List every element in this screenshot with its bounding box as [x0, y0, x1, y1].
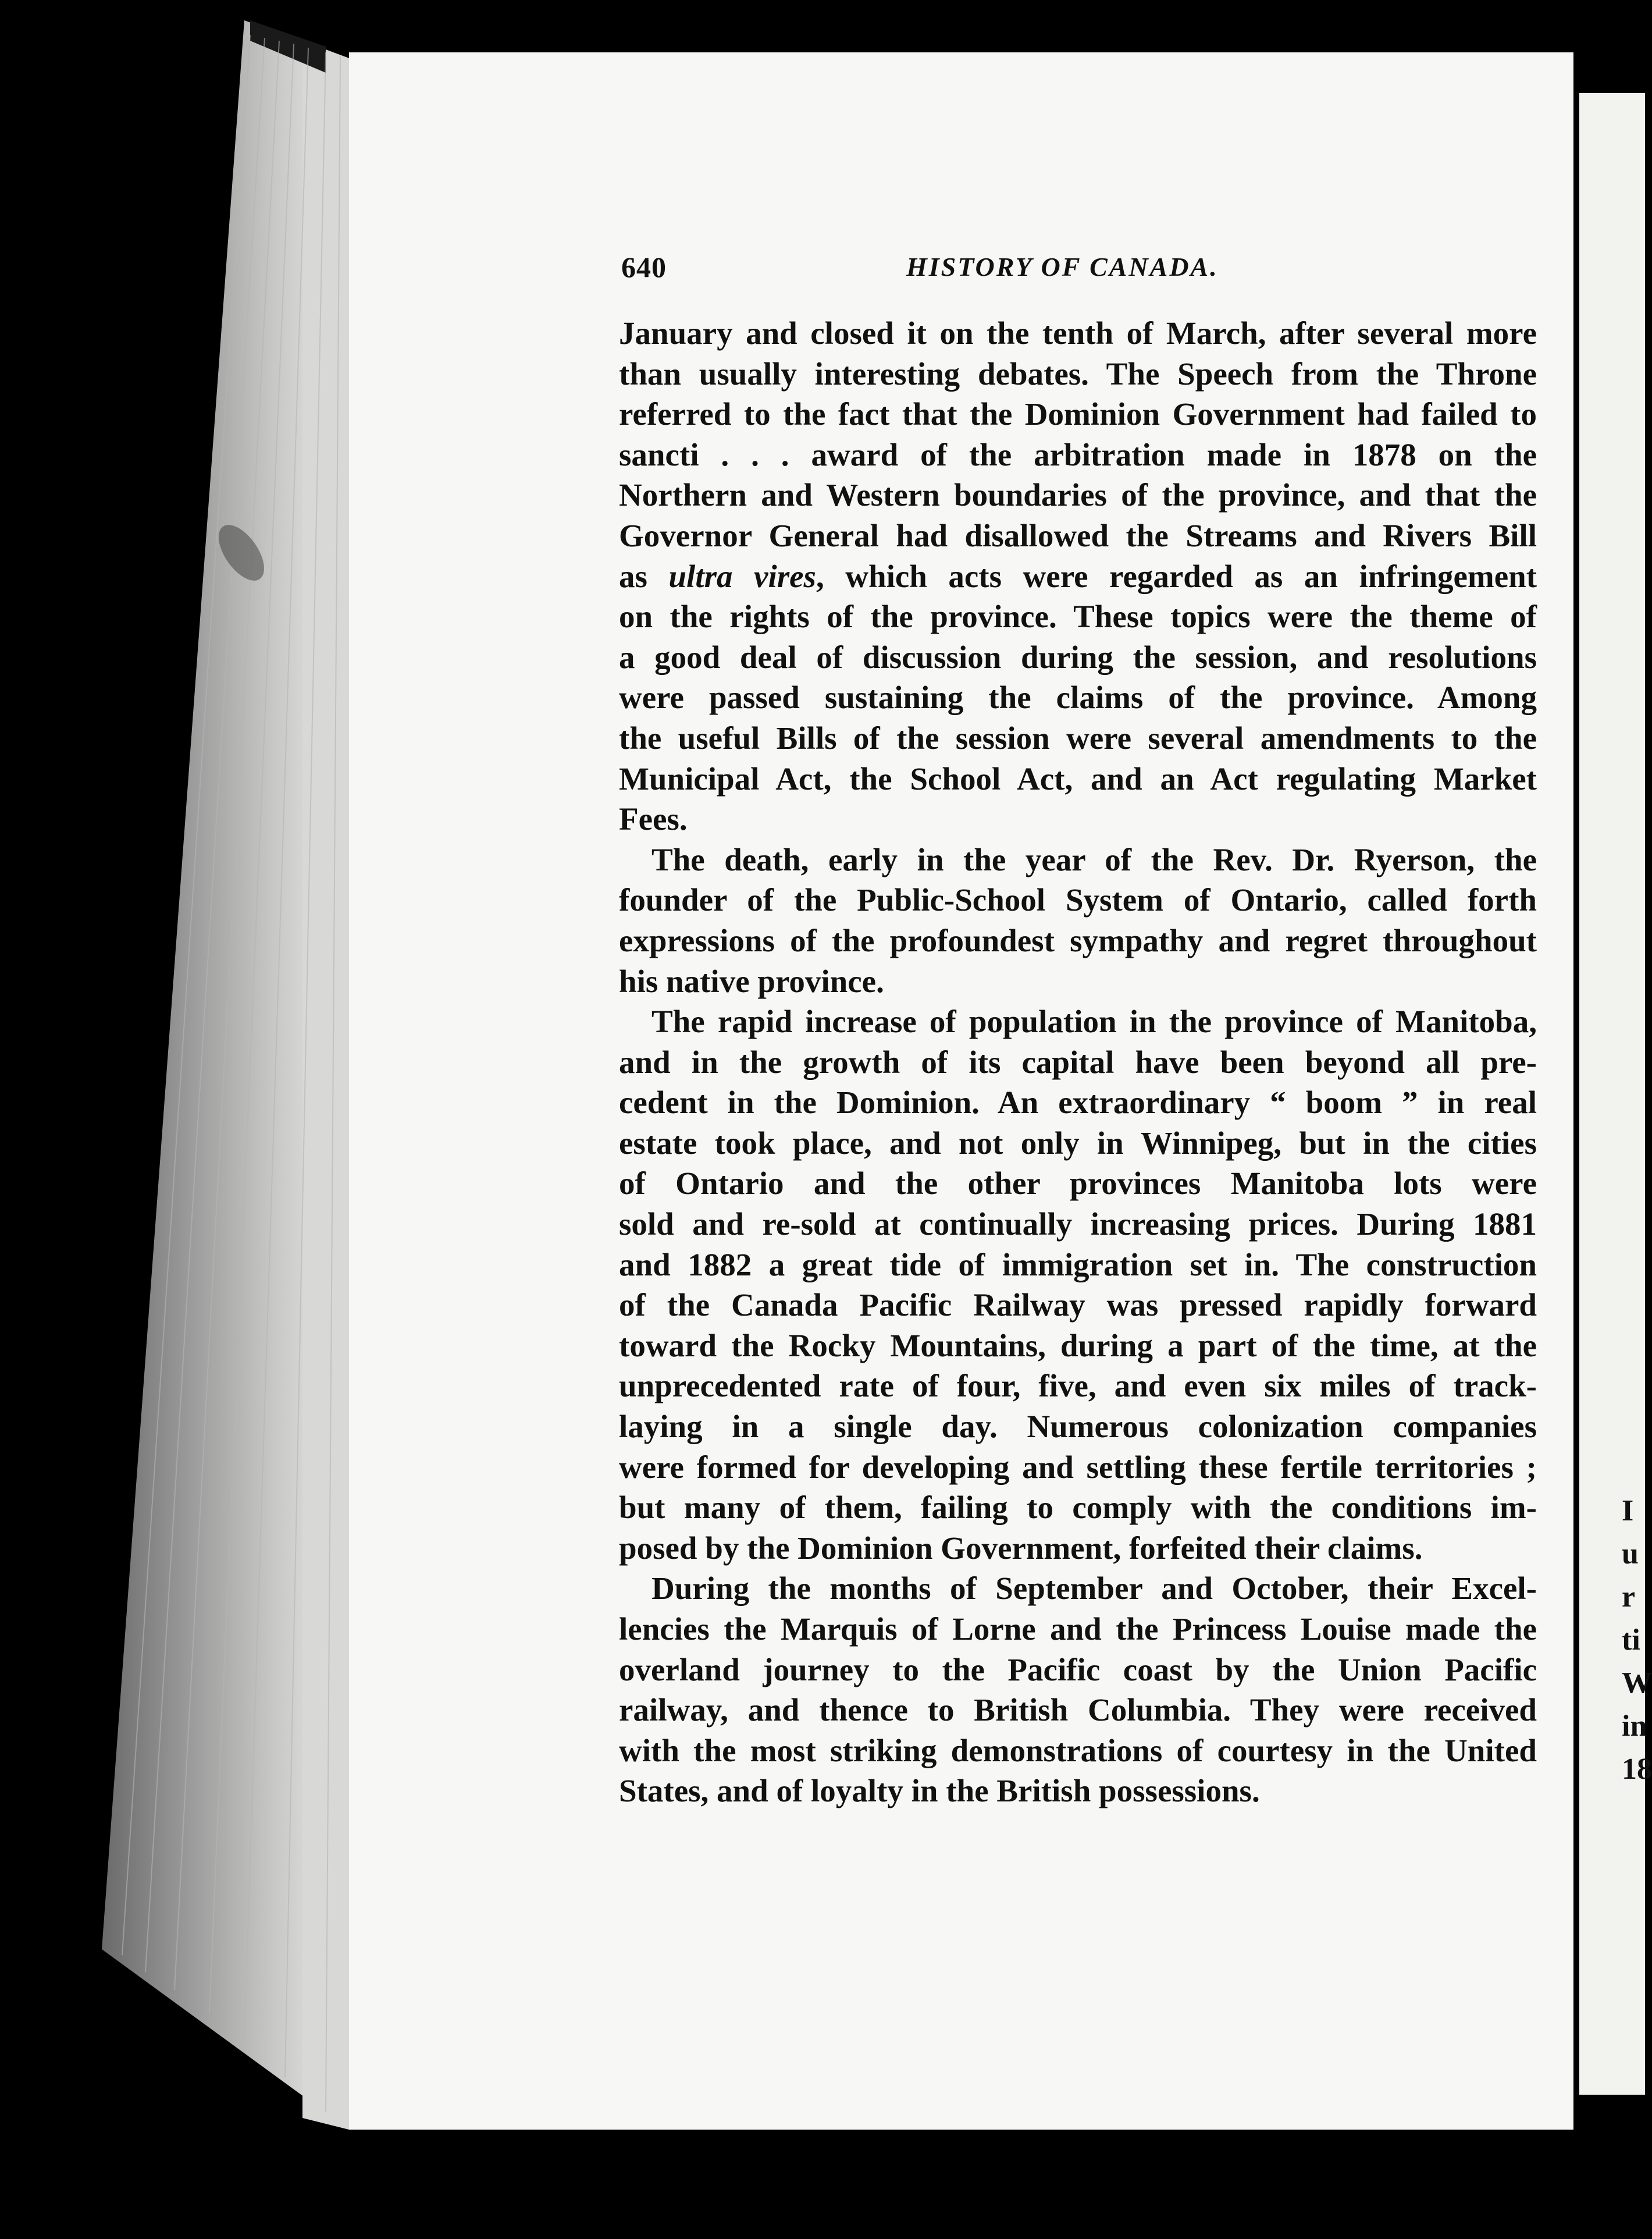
text-line: of Ontario and the other provinces Manitoba lots were — [619, 1165, 1537, 1202]
text-line: his native province. — [619, 963, 884, 999]
text-line: expressions of the profoundest sympathy and regret throughout — [619, 922, 1537, 958]
text-line: and in the growth of its capital have been beyond all pre- — [619, 1044, 1537, 1080]
text-line: estate took place, and not only in Winnipeg, but in the cities — [619, 1125, 1537, 1161]
text-line: During the months of September and October, their Excel- — [651, 1570, 1537, 1607]
text-line: Municipal Act, the School Act, and an Act regulating Market — [619, 760, 1537, 797]
running-title: HISTORY OF CANADA. — [906, 252, 1219, 282]
text-line: railway, and thence to British Columbia. They were received — [619, 1692, 1537, 1728]
text-line: sancti . . . award of the arbitration made in 1878 on the — [619, 436, 1537, 472]
text-line: laying in a single day. Numerous colonization companies — [619, 1409, 1537, 1445]
running-head — [621, 250, 1511, 291]
text-line: cedent in the Dominion. An extraordinary “ boom ” in real — [619, 1085, 1537, 1121]
text-line: overland journey to the Pacific coast by the Union Pacific — [619, 1651, 1537, 1687]
next-page-fragment: in — [1622, 1710, 1647, 1743]
text-line: Fees. — [619, 801, 688, 837]
text-line: than usually interesting debates. The Speech from the Throne — [619, 356, 1537, 392]
text-line: Governor General had disallowed the Streams and Rivers Bill — [619, 517, 1537, 553]
text-line: The rapid increase of population in the province of Manitoba, — [651, 1004, 1537, 1040]
page-number: 640 — [621, 251, 667, 283]
text-line: as ultra vires, which acts were regarded as an infringement — [619, 558, 1537, 594]
paragraph — [619, 1001, 1537, 1568]
text-line: The death, early in the year of the Rev. Dr. Ryerson, the — [651, 841, 1537, 877]
text-line: founder of the Public-School System of Ontario, called forth — [619, 882, 1537, 918]
text-line: sold and re-sold at continually increasing prices. During 1881 — [619, 1206, 1537, 1242]
text-line: lencies the Marquis of Lorne and the Princess Louise made the — [619, 1611, 1537, 1647]
text-line: States, and of loyalty in the British possessions. — [619, 1773, 1260, 1809]
next-page-fragment: W — [1622, 1666, 1652, 1700]
next-page-fragment: 18 — [1622, 1753, 1652, 1786]
text-line: were formed for developing and settling these fertile territories ; — [619, 1449, 1537, 1485]
next-page-fragment: I — [1622, 1494, 1634, 1527]
text-line: on the rights of the province. These topics were the theme of — [619, 599, 1537, 635]
paragraph — [619, 313, 1537, 840]
text-line: posed by the Dominion Government, forfeited their claims. — [619, 1530, 1423, 1566]
next-page-text-fragments — [1622, 1490, 1652, 1791]
text-line: were passed sustaining the claims of the province. Among — [619, 680, 1537, 716]
next-page-fragment: u — [1622, 1537, 1639, 1570]
body-text — [619, 313, 1537, 1811]
text-line: of the Canada Pacific Railway was pressed rapidly forward — [619, 1287, 1537, 1323]
text-line: the useful Bills of the session were several amendments to the — [619, 720, 1537, 756]
text-line: January and closed it on the tenth of March, after several more — [619, 315, 1537, 351]
text-line: toward the Rocky Mountains, during a part of the time, at the — [619, 1327, 1537, 1363]
text-line: Northern and Western boundaries of the province, and that the — [619, 477, 1537, 513]
next-page-edge — [1579, 93, 1652, 2095]
paragraph — [619, 1568, 1537, 1811]
paragraph — [619, 840, 1537, 1001]
next-page-fragment: r — [1622, 1580, 1636, 1613]
text-line: referred to the fact that the Dominion Government had failed to — [619, 396, 1537, 432]
text-line: and 1882 a great tide of immigration set in. The construction — [619, 1246, 1537, 1282]
text-line: unprecedented rate of four, five, and even six miles of track- — [619, 1368, 1537, 1404]
text-line: but many of them, failing to comply with the conditions im- — [619, 1490, 1537, 1526]
text-line: a good deal of discussion during the session, and resolutions — [619, 639, 1537, 675]
next-page-fragment: ti — [1622, 1623, 1640, 1657]
text-line: with the most striking demonstrations of courtesy in the United — [619, 1732, 1537, 1768]
